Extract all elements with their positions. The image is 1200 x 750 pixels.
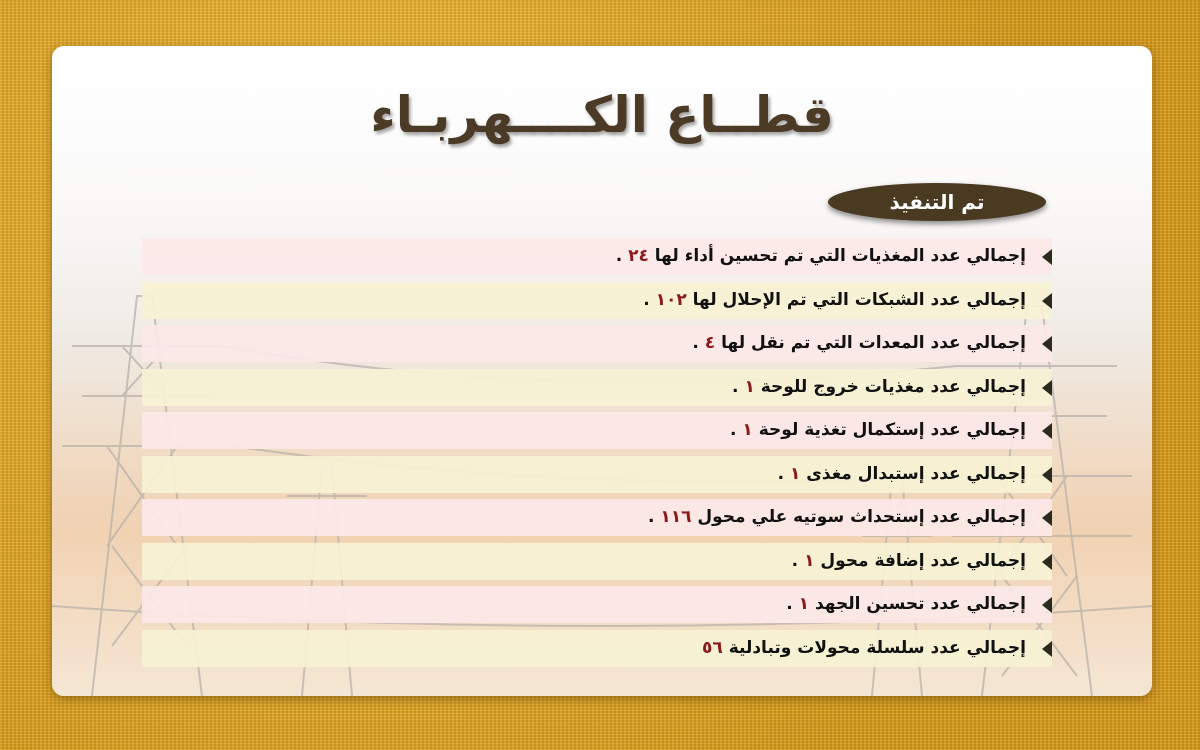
item-count: ١ <box>744 376 755 397</box>
item-label: إجمالي عدد إستكمال تغذية لوحة <box>752 420 1026 440</box>
item-count: ٤ <box>704 333 716 353</box>
triangle-bullet-icon <box>1042 293 1052 309</box>
list-item <box>142 282 1052 319</box>
item-label: إجمالي عدد مغذيات خروج للوحة <box>754 376 1026 397</box>
list-item <box>142 456 1052 493</box>
list-item <box>142 325 1052 362</box>
list-item <box>142 586 1052 623</box>
item-label: إجمالي عدد المعدات التي تم نقل لها <box>715 333 1026 353</box>
item-count: ٥٦ <box>702 637 723 658</box>
list-item <box>142 499 1052 536</box>
triangle-bullet-icon <box>1042 510 1052 526</box>
item-label: إجمالي عدد إضافة محول <box>814 550 1026 571</box>
item-tail: . <box>615 246 629 266</box>
item-label: إجمالي عدد إستبدال مغذى <box>806 463 1026 484</box>
triangle-bullet-icon <box>1042 336 1052 352</box>
list-item <box>142 369 1052 406</box>
list-item <box>142 630 1052 667</box>
triangle-bullet-icon <box>1042 380 1052 396</box>
item-count: ٢٤ <box>628 246 649 266</box>
triangle-bullet-icon <box>1042 467 1052 483</box>
item-tail: . <box>786 594 799 614</box>
triangle-bullet-icon <box>1042 641 1052 657</box>
status-badge: تم التنفيذ <box>828 183 1046 221</box>
triangle-bullet-icon <box>1042 554 1052 570</box>
item-tail: . <box>791 550 805 571</box>
page-title: قطــاع الكــــهربـاء <box>370 86 834 144</box>
triangle-bullet-icon <box>1042 249 1052 265</box>
item-tail: . <box>730 420 743 440</box>
list-item <box>142 238 1052 275</box>
item-tail: . <box>643 289 656 310</box>
item-count: ١ <box>804 550 815 571</box>
content-card <box>52 46 1152 696</box>
item-count: ١ <box>798 594 810 614</box>
item-count: ١٠٢ <box>655 289 687 310</box>
list-item <box>142 412 1052 449</box>
item-tail: . <box>777 463 790 484</box>
item-label: إجمالي عدد سلسلة محولات وتبادلية <box>728 637 1026 658</box>
item-label: إجمالي عدد الشبكات التي تم الإحلال لها <box>686 289 1026 310</box>
triangle-bullet-icon <box>1042 597 1052 613</box>
item-count: ١ <box>742 420 753 440</box>
achievement-list <box>142 238 1052 673</box>
item-count: ١ <box>789 463 801 484</box>
item-label: إجمالي عدد المغذيات التي تم تحسين أداء لها <box>654 246 1026 266</box>
item-label: إجمالي عدد تحسين الجهد <box>814 594 1026 614</box>
item-label: إجمالي عدد إستحداث سوتيه علي محول <box>691 507 1026 527</box>
item-tail: . <box>732 376 745 397</box>
item-count: ١١٦ <box>660 507 692 527</box>
item-tail: . <box>692 333 705 353</box>
triangle-bullet-icon <box>1042 423 1052 439</box>
item-tail: . <box>647 507 661 527</box>
list-item <box>142 543 1052 580</box>
